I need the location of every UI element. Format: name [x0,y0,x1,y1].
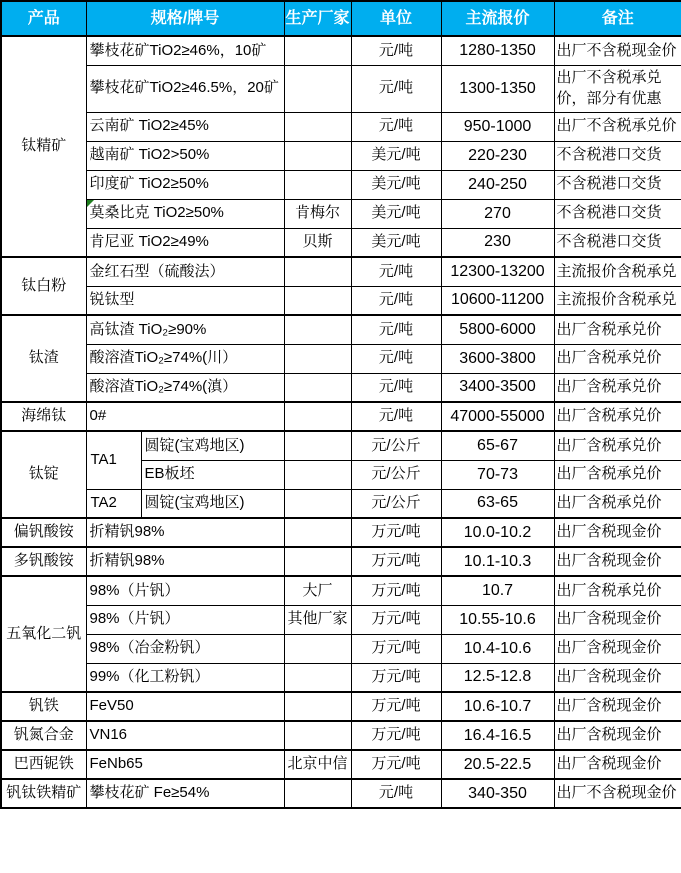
price-cell: 63-65 [441,489,554,518]
header-unit: 单位 [351,1,441,36]
price-cell: 950-1000 [441,112,554,141]
product-cell: 钛锭 [1,431,86,518]
header-remark: 备注 [554,1,681,36]
price-cell: 340-350 [441,779,554,808]
table-row [1,431,681,460]
manufacturer-cell [284,547,351,576]
product-cell: 钛白粉 [1,257,86,315]
remark-cell: 出厂含税承兑价 [554,489,681,518]
header-manufacturer: 生产厂家 [284,1,351,36]
remark-cell: 出厂含税现金价 [554,518,681,547]
remark-cell: 出厂含税承兑价 [554,344,681,373]
spec-cell: 高钛渣 TiO₂≥90% [86,315,284,344]
price-cell: 65-67 [441,431,554,460]
unit-cell: 美元/吨 [351,199,441,228]
header-spec: 规格/牌号 [86,1,284,36]
table-row [1,402,681,431]
price-cell: 240-250 [441,170,554,199]
table-row [1,779,681,808]
remark-cell: 出厂不含税承兑价 [554,112,681,141]
manufacturer-cell: 北京中信 [284,750,351,779]
header-row [1,1,681,36]
unit-cell: 元/公斤 [351,431,441,460]
remark-cell: 出厂含税现金价 [554,721,681,750]
spec-cell: 酸溶渣TiO₂≥74%(滇） [86,373,284,402]
price-cell: 20.5-22.5 [441,750,554,779]
remark-cell: 出厂含税现金价 [554,750,681,779]
manufacturer-cell [284,518,351,547]
table-row [1,141,681,170]
unit-cell: 元/吨 [351,779,441,808]
unit-cell: 元/吨 [351,65,441,112]
remark-cell: 不含税港口交货 [554,170,681,199]
unit-cell: 元/吨 [351,344,441,373]
table-row [1,373,681,402]
spec-cell: 0# [86,402,284,431]
manufacturer-cell [284,286,351,315]
unit-cell: 万元/吨 [351,605,441,634]
remark-cell: 出厂含税现金价 [554,634,681,663]
table-row [1,257,681,286]
table-row [1,65,681,112]
table-row [1,315,681,344]
price-cell: 1300-1350 [441,65,554,112]
manufacturer-cell: 贝斯 [284,228,351,257]
grade-cell: TA2 [86,489,141,518]
remark-cell: 出厂含税现金价 [554,605,681,634]
spec-text: 莫桑比克 TiO2≥50% [89,204,224,222]
remark-cell: 主流报价含税承兑 [554,257,681,286]
unit-cell: 美元/吨 [351,228,441,257]
product-cell: 钒氮合金 [1,721,86,750]
spec-cell: 98%（片钒） [86,576,284,605]
remark-cell: 主流报价含税承兑 [554,286,681,315]
unit-cell: 元/吨 [351,36,441,65]
manufacturer-cell [284,257,351,286]
unit-cell: 万元/吨 [351,634,441,663]
manufacturer-cell [284,36,351,65]
product-cell: 五氧化二钒 [1,576,86,692]
table-row [1,605,681,634]
unit-cell: 元/吨 [351,402,441,431]
price-cell: 10600-11200 [441,286,554,315]
spec-cell: 99%（化工粉钒） [86,663,284,692]
product-cell: 巴西铌铁 [1,750,86,779]
table-row [1,344,681,373]
table-row [1,228,681,257]
table-row [1,576,681,605]
unit-cell: 元/吨 [351,315,441,344]
price-cell: 10.0-10.2 [441,518,554,547]
manufacturer-cell [284,431,351,460]
table-row [1,692,681,721]
remark-cell: 出厂含税现金价 [554,692,681,721]
spec-cell: 酸溶渣TiO₂≥74%(川） [86,344,284,373]
spec-cell: 攀枝花矿TiO2≥46%，10矿 [86,36,284,65]
remark-cell: 出厂含税承兑价 [554,576,681,605]
table-row [1,750,681,779]
manufacturer-cell: 肯梅尔 [284,199,351,228]
unit-cell: 万元/吨 [351,547,441,576]
remark-cell: 不含税港口交货 [554,199,681,228]
unit-cell: 元/公斤 [351,489,441,518]
price-cell: 10.6-10.7 [441,692,554,721]
header-product: 产品 [1,1,86,36]
spec-cell: 圆锭(宝鸡地区) [141,489,284,518]
price-cell: 12.5-12.8 [441,663,554,692]
manufacturer-cell: 大厂 [284,576,351,605]
unit-cell: 万元/吨 [351,663,441,692]
unit-cell: 万元/吨 [351,750,441,779]
table-row [1,663,681,692]
unit-cell: 万元/吨 [351,518,441,547]
unit-cell: 元/吨 [351,286,441,315]
unit-cell: 万元/吨 [351,576,441,605]
header-price: 主流报价 [441,1,554,36]
unit-cell: 元/吨 [351,257,441,286]
table-row [1,112,681,141]
table-row [1,518,681,547]
manufacturer-cell [284,402,351,431]
table-row [1,170,681,199]
price-cell: 10.55-10.6 [441,605,554,634]
manufacturer-cell [284,170,351,199]
remark-cell: 出厂含税承兑价 [554,315,681,344]
spec-cell: 98%（冶金粉钒） [86,634,284,663]
unit-cell: 万元/吨 [351,692,441,721]
manufacturer-cell [284,344,351,373]
unit-cell: 元/吨 [351,112,441,141]
spec-cell: 金红石型（硫酸法） [86,257,284,286]
price-cell: 12300-13200 [441,257,554,286]
product-cell: 钒铁 [1,692,86,721]
price-cell: 16.4-16.5 [441,721,554,750]
table-row [1,286,681,315]
remark-cell: 出厂含税现金价 [554,663,681,692]
manufacturer-cell [284,663,351,692]
spec-cell: VN16 [86,721,284,750]
table-row [1,199,681,228]
table-row [1,721,681,750]
manufacturer-cell [284,634,351,663]
price-cell: 10.4-10.6 [441,634,554,663]
spec-cell: FeV50 [86,692,284,721]
price-cell: 270 [441,199,554,228]
spec-cell: 越南矿 TiO2>50% [86,141,284,170]
spec-cell: 折精钒98% [86,518,284,547]
unit-cell: 万元/吨 [351,721,441,750]
price-cell: 70-73 [441,460,554,489]
remark-cell: 出厂不含税承兑价，部分有优惠 [554,65,681,112]
unit-cell: 元/吨 [351,373,441,402]
spec-cell: 攀枝花矿TiO2≥46.5%，20矿 [86,65,284,112]
grade-cell: TA1 [86,431,141,489]
manufacturer-cell: 其他厂家 [284,605,351,634]
spec-cell: 折精钒98% [86,547,284,576]
remark-cell: 不含税港口交货 [554,228,681,257]
price-cell: 1280-1350 [441,36,554,65]
product-cell: 钒钛铁精矿 [1,779,86,808]
manufacturer-cell [284,315,351,344]
manufacturer-cell [284,65,351,112]
product-cell: 海绵钛 [1,402,86,431]
manufacturer-cell [284,112,351,141]
remark-cell: 出厂不含税现金价 [554,779,681,808]
unit-cell: 美元/吨 [351,141,441,170]
table-row [1,36,681,65]
price-cell: 5800-6000 [441,315,554,344]
remark-cell: 出厂不含税现金价 [554,36,681,65]
comment-marker-icon [87,200,94,207]
spec-cell: 肯尼亚 TiO2≥49% [86,228,284,257]
price-cell: 10.1-10.3 [441,547,554,576]
spec-cell: 云南矿 TiO2≥45% [86,112,284,141]
remark-cell: 不含税港口交货 [554,141,681,170]
table-row [1,634,681,663]
remark-cell: 出厂含税现金价 [554,547,681,576]
manufacturer-cell [284,460,351,489]
price-cell: 3400-3500 [441,373,554,402]
manufacturer-cell [284,489,351,518]
price-cell: 10.7 [441,576,554,605]
manufacturer-cell [284,779,351,808]
product-cell: 钛精矿 [1,36,86,257]
spec-cell [86,199,284,228]
manufacturer-cell [284,692,351,721]
remark-cell: 出厂含税承兑价 [554,402,681,431]
table-row [1,489,681,518]
product-cell: 偏钒酸铵 [1,518,86,547]
price-cell: 220-230 [441,141,554,170]
product-cell: 多钒酸铵 [1,547,86,576]
spec-cell: 印度矿 TiO2≥50% [86,170,284,199]
spec-cell: 攀枝花矿 Fe≥54% [86,779,284,808]
price-cell: 47000-55000 [441,402,554,431]
price-cell: 230 [441,228,554,257]
manufacturer-cell [284,721,351,750]
price-cell: 3600-3800 [441,344,554,373]
remark-cell: 出厂含税承兑价 [554,460,681,489]
remark-cell: 出厂含税承兑价 [554,373,681,402]
product-cell: 钛渣 [1,315,86,402]
manufacturer-cell [284,373,351,402]
spec-cell: EB板坯 [141,460,284,489]
spec-cell: 锐钛型 [86,286,284,315]
unit-cell: 元/公斤 [351,460,441,489]
spec-cell: 98%（片钒） [86,605,284,634]
manufacturer-cell [284,141,351,170]
unit-cell: 美元/吨 [351,170,441,199]
remark-cell: 出厂含税承兑价 [554,431,681,460]
spec-cell: 圆锭(宝鸡地区) [141,431,284,460]
spec-cell: FeNb65 [86,750,284,779]
table-row [1,547,681,576]
